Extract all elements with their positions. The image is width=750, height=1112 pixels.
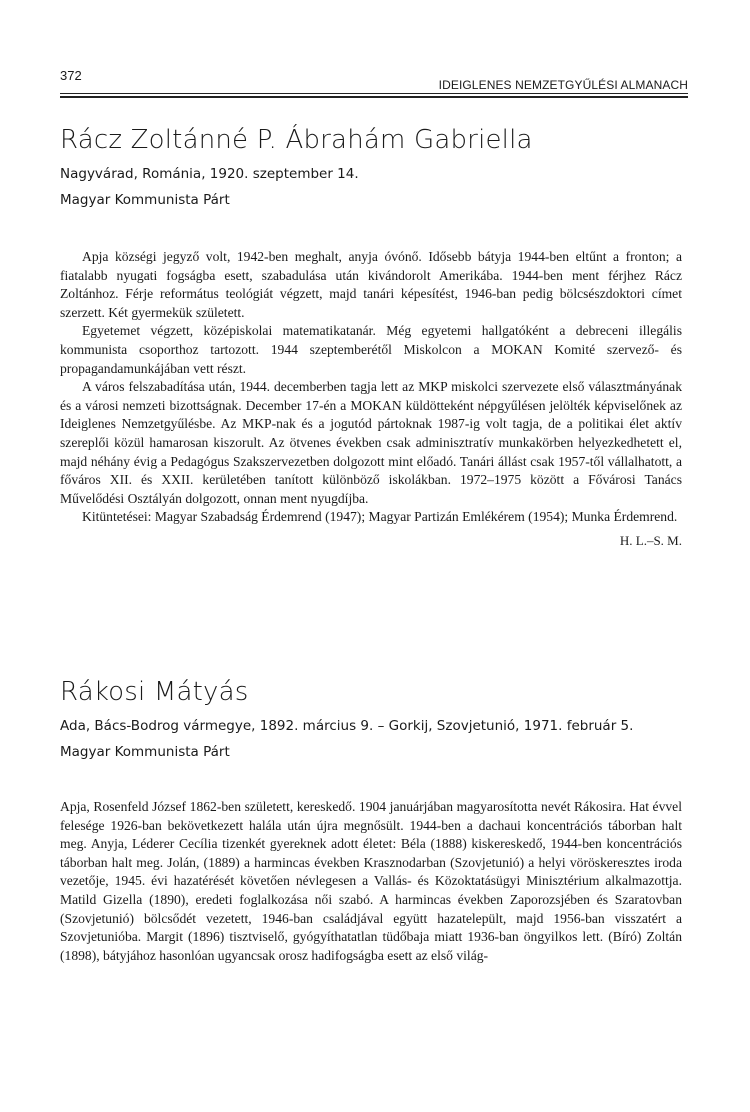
paragraph: A város felszabadítása után, 1944. decemberben tagja lett az MKP miskolci szervezete első választmányának és a városi nemzeti bizottságnak. December 17-én a MOKAN küldötteként népgyűlésen jelölték képviselőnek az Ideiglenes Nemzetgyűlésbe. Az MKP-nak és a jogutód pártoknak 1987-ig volt tagja, de a politikai élet aktív szereplői közül hamarosan kiszorult. Az ötvenes években csak adminisztratív munkakörben helyezkedhetett el, majd néhány évig a Pedagógus Szakszervezetben dolgozott mint előadó. Tanári állást csak 1957-től vállalhatott, a főváros XII. és XXII. kerületében tanított különböző iskolákban. 1972–1975 között a Fővárosi Tanács Művelődési Osztályán dolgozott, onnan ment nyugdíjba.	[60, 379, 682, 506]
entry-party: Magyar Kommunista Párt	[60, 192, 230, 208]
entry-birth-info: Ada, Bács-Bodrog vármegye, 1892. március 9. – Gorkij, Szovjetunió, 1971. február 5.	[60, 718, 634, 734]
entry-party: Magyar Kommunista Párt	[60, 744, 230, 760]
paragraph: Apja községi jegyző volt, 1942-ben meghalt, anyja óvónő. Idősebb bátyja 1944-ben eltűnt a fronton; a fiatalabb nyugati fogságba esett, szabadulása után kivándorolt Amerikába. 1944-ben ment férjhez Rácz Zoltánhoz. Férje református teológiát végzett, majd tanári képesítést, 1946-ban pedig bölcsészdoktori címet szerzett. Két gyermekük született.	[60, 249, 682, 320]
header-rule-thin	[60, 93, 688, 94]
paragraph: Egyetemet végzett, középiskolai matematikatanár. Még egyetemi hallgatóként a debreceni illegális kommunista csoporthoz tartozott. 1944 szeptemberétől Miskolcon a MOKAN Komité szervező- és propagandamunkájában vett részt.	[60, 323, 682, 376]
entry-name: Rákosi Mátyás	[60, 677, 249, 707]
biography-entry	[60, 676, 682, 965]
author-signature: H. L.–S. M.	[619, 532, 682, 548]
running-title: IDEIGLENES NEMZETGYŰLÉSI ALMANACH	[438, 78, 688, 92]
biography-entry	[60, 124, 682, 549]
entry-name: Rácz Zoltánné P. Ábrahám Gabriella	[60, 125, 533, 155]
page-number: 372	[60, 68, 82, 83]
paragraph: Kitüntetései: Magyar Szabadság Érdemrend (1947); Magyar Partizán Emlékérem (1954); Munka Érdemrend.	[82, 509, 678, 525]
header-rule-thick	[60, 96, 688, 98]
entry-body	[60, 248, 682, 527]
paragraph: Apja, Rosenfeld József 1862-ben született, kereskedő. 1904 januárjában magyarosította nevét Rákosira. Hat évvel felesége 1926-ban bekövetkezett halála után újra megnősült. 1944-ben a dachaui koncentrációs táborban halt meg. Anyja, Léderer Cecília tizenkét gyereknek adott életet: Béla (1888) kiskereskedő, 1944-ben koncentrációs táborban halt meg. Jolán, (1889) a harmincas években Krasznodarban (Szovjetunió) a helyi vöröskeresztes iroda vezetője, 1945. évi hazatérését követően névlegesen a Vallás- és Közoktatásügyi Minisztérium alkalmazottja. Matild Gizella (1890), eredeti foglalkozása női szabó. A harmincas években Zaporozsjében és Szaratovban (Szovjetunió) bölcsődét vezetett, 1946-ban családjával együtt hazatelepült, majd 1956-ban visszatért a Szovjetunióba. Margit (1896) tisztviselő, gyógyíthatatlan tüdőbaja miatt 1936-ban öngyilkos lett. (Bíró) Zoltán (1898), bátyjához hasonlóan ugyancsak orosz hadifogságba esett az első világ-	[60, 799, 682, 963]
entry-body	[60, 798, 682, 965]
entry-birth-info: Nagyvárad, Románia, 1920. szeptember 14.	[60, 166, 359, 182]
